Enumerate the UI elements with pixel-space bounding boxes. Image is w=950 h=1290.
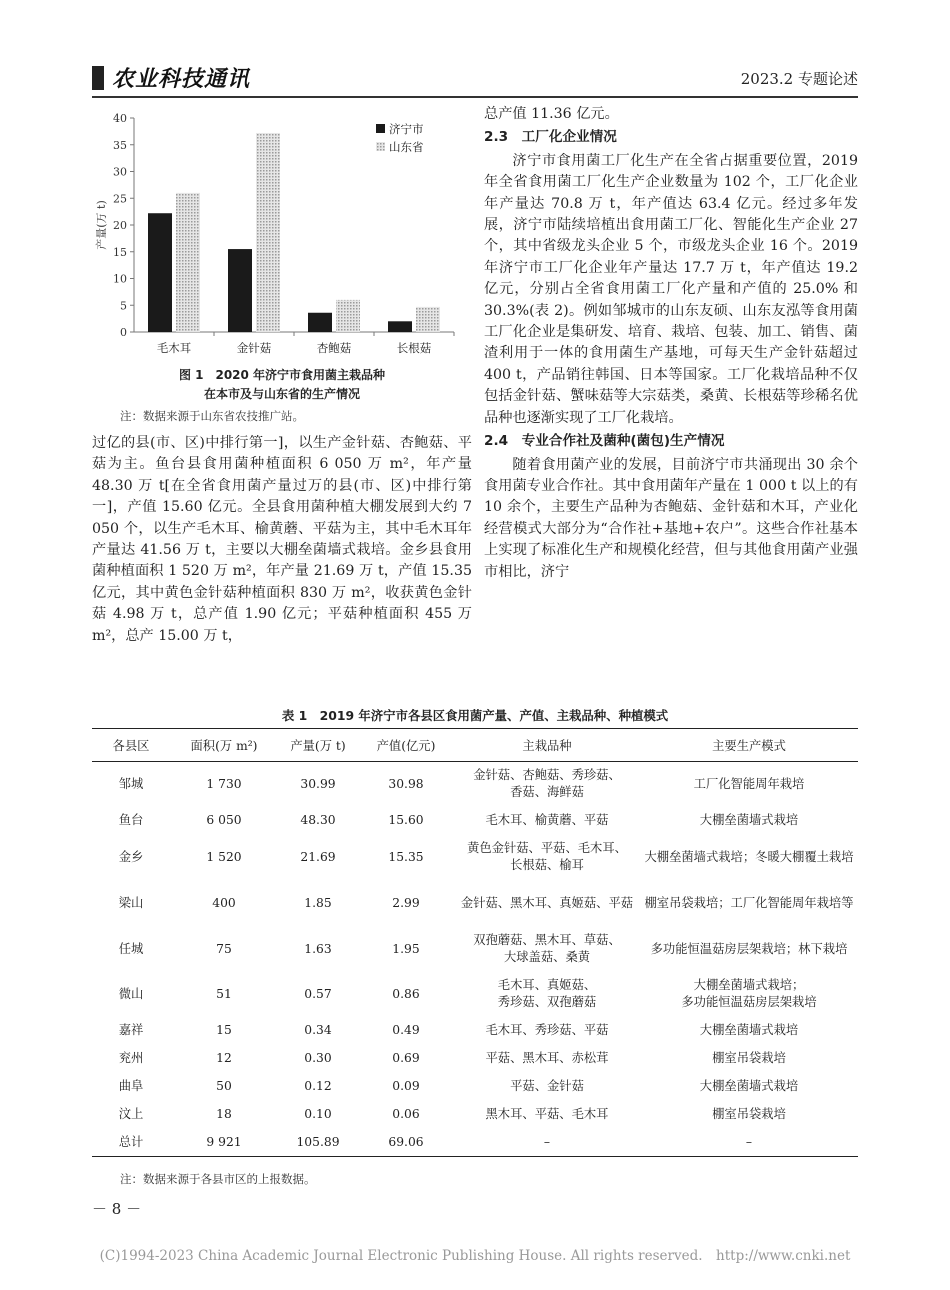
y-tick-label: 15 bbox=[113, 245, 127, 259]
figure-caption-line2: 在本市及与山东省的生产情况 bbox=[203, 387, 360, 401]
table-header-row bbox=[92, 729, 858, 762]
cell-mode: 多功能恒温菇房层架栽培；林下栽培 bbox=[650, 941, 848, 956]
bar-jining-0 bbox=[148, 213, 172, 332]
cell-value: 2.99 bbox=[392, 895, 420, 910]
cell-area: 51 bbox=[216, 986, 232, 1001]
right-paragraph-0: 总产值 11.36 亿元。 bbox=[484, 106, 619, 122]
cell-region: 金乡 bbox=[118, 849, 144, 864]
cell-varieties: 金针菇、杏鲍菇、秀珍菇、 香菇、海鲜菇 bbox=[473, 768, 621, 800]
cell-area: 12 bbox=[216, 1051, 232, 1065]
table-row bbox=[92, 972, 858, 1017]
cell-value: 0.09 bbox=[392, 1079, 420, 1093]
cell-varieties: – bbox=[454, 1129, 640, 1157]
data-table bbox=[92, 728, 858, 1157]
cell-area: 75 bbox=[216, 941, 232, 956]
cell-value: 15.60 bbox=[388, 813, 424, 827]
cell-output: 21.69 bbox=[300, 849, 336, 864]
table-row bbox=[92, 1017, 858, 1045]
cell-output: 1.85 bbox=[304, 895, 332, 910]
figure-caption-line1: 图 1 2020 年济宁市食用菌主栽品种 bbox=[178, 368, 386, 382]
cell-area: 6 050 bbox=[206, 813, 242, 827]
table-row bbox=[92, 1073, 858, 1101]
bar-chart bbox=[92, 104, 472, 366]
bar-jining-3 bbox=[388, 321, 412, 332]
y-axis-label: 产量(万 t) bbox=[95, 200, 108, 250]
legend-swatch-0 bbox=[376, 124, 385, 133]
cell-output: 0.12 bbox=[304, 1079, 332, 1093]
cell-varieties: 双孢蘑菇、黑木耳、草菇、 大球盖菇、桑黄 bbox=[473, 933, 621, 964]
cell-value: 1.95 bbox=[392, 941, 420, 956]
legend-swatch-1 bbox=[376, 142, 385, 151]
cell-region: 汶上 bbox=[118, 1107, 144, 1121]
cell-value: 0.69 bbox=[392, 1051, 420, 1065]
cell-output: 48.30 bbox=[300, 813, 336, 827]
table-title: 表 1 2019 年济宁市各县区食用菌产量、产值、主栽品种、种植模式 bbox=[281, 708, 669, 723]
cell-output: 105.89 bbox=[278, 1129, 358, 1157]
cell-value: 0.49 bbox=[392, 1023, 420, 1037]
table-row bbox=[92, 927, 858, 972]
bar-shandong-1 bbox=[256, 133, 280, 332]
figure-1 bbox=[92, 104, 472, 366]
col-header-region: 各县区 bbox=[92, 729, 170, 762]
cell-mode: 工厂化智能周年栽培 bbox=[693, 776, 805, 791]
cell-region: 曲阜 bbox=[118, 1079, 144, 1093]
right-paragraph-1: 济宁市食用菌工厂化生产在全省占据重要位置，2019 年全省食用菌工厂化生产企业数量为 102 个，工厂化企业年产量达 70.8 万 t，年产值达 63.4 亿元。经过多年发展，济宁市陆续培植出食用菌工厂化、智能化生产企业 27 个，其中省级龙头企业 5 个，市级龙头企业 16 个。2019 年济宁市工厂化企业年产量达 17.7 万 t，年产值达 19.2 亿元，分别占全省食用菌工厂化产量和产值的 25.0% 和 30.3%(表 2)。例如邹城市的山东友硕、山东友泓等食用菌工厂化企业是集研发、培育、栽培、包装、加工、销售、菌渣利用于一体的食用菌生产基地，可每天生产金针菇超过 400 t，产品销往韩国、日本等国家。工厂化栽培品种不仅包括金针菇、蟹味菇等大宗菇类，桑黄、长根菇等珍稀名优品种也逐渐实现了工厂化栽培。 bbox=[484, 152, 858, 426]
x-tick-label: 毛木耳 bbox=[156, 341, 192, 355]
cell-varieties: 平菇、黑木耳、赤松茸 bbox=[485, 1051, 609, 1065]
x-tick-label: 长根菇 bbox=[396, 341, 432, 355]
cell-area: 9 921 bbox=[170, 1129, 278, 1157]
cell-output: 0.57 bbox=[304, 986, 332, 1001]
y-tick-label: 40 bbox=[113, 112, 127, 125]
cell-value: 0.06 bbox=[392, 1107, 420, 1121]
left-column bbox=[92, 433, 472, 647]
col-header-varieties: 主栽品种 bbox=[454, 729, 640, 762]
col-header-output: 产量(万 t) bbox=[278, 729, 358, 762]
cell-region: 兖州 bbox=[118, 1051, 144, 1065]
page-number: － 8 － bbox=[92, 1200, 142, 1218]
cell-region: 鱼台 bbox=[118, 813, 144, 827]
x-tick-label: 杏鲍菇 bbox=[316, 341, 352, 355]
bar-shandong-2 bbox=[336, 300, 360, 332]
cell-region: 嘉祥 bbox=[118, 1023, 144, 1037]
table-note: 注：数据来源于各县市区的上报数据。 bbox=[120, 1172, 316, 1186]
cell-area: 50 bbox=[216, 1079, 232, 1093]
table-row bbox=[92, 1101, 858, 1129]
cell-output: 30.99 bbox=[300, 776, 336, 791]
cell-value: 0.86 bbox=[392, 986, 420, 1001]
cell-varieties: 毛木耳、秀珍菇、平菇 bbox=[485, 1023, 609, 1037]
y-tick-label: 30 bbox=[113, 165, 127, 179]
cell-region: 梁山 bbox=[118, 895, 144, 910]
issue-label: 2023.2 专题论述 bbox=[740, 70, 858, 88]
bar-shandong-3 bbox=[416, 307, 440, 332]
bar-jining-1 bbox=[228, 249, 252, 332]
section-heading-2-4: 2.4 专业合作社及菌种(菌包)生产情况 bbox=[484, 433, 725, 450]
table-row bbox=[92, 1045, 858, 1073]
cell-region: 总计 bbox=[92, 1129, 170, 1157]
legend-label-0: 济宁市 bbox=[389, 122, 424, 136]
cell-output: 1.63 bbox=[304, 941, 332, 956]
cell-mode: 棚室吊袋栽培 bbox=[712, 1051, 786, 1065]
cell-value: 69.06 bbox=[358, 1129, 454, 1157]
table-row bbox=[92, 762, 858, 807]
cell-mode: 大棚垒菌墙式栽培 bbox=[699, 1023, 799, 1037]
y-tick-label: 5 bbox=[120, 299, 127, 313]
y-tick-label: 25 bbox=[113, 192, 127, 206]
table-row bbox=[92, 880, 858, 927]
cell-area: 15 bbox=[216, 1023, 232, 1037]
cell-region: 邹城 bbox=[118, 776, 144, 791]
col-header-value: 产值(亿元) bbox=[358, 729, 454, 762]
cell-varieties: 金针菇、黑木耳、真姬菇、平菇 bbox=[460, 895, 634, 910]
cell-varieties: 黑木耳、平菇、毛木耳 bbox=[485, 1107, 609, 1121]
cell-mode: 大棚垒菌墙式栽培 bbox=[699, 813, 799, 827]
cell-value: 30.98 bbox=[388, 776, 424, 791]
cell-mode: 大棚垒菌墙式栽培 bbox=[699, 1079, 799, 1093]
right-paragraph-2: 随着食用菌产业的发展，目前济宁市共涌现出 30 余个食用菌专业合作社。其中食用菌年产量在 1 000 t 以上的有 10 余个，主要生产品种为杏鲍菇、金针菇和木耳，产业化经营模式大部分为“合作社+基地+农户”。这些合作社基本上实现了标准化生产和规模化经营，但与其他食用菌产业强市相比，济宁 bbox=[484, 456, 858, 580]
table-row bbox=[92, 835, 858, 880]
col-header-mode: 主要生产模式 bbox=[640, 729, 858, 762]
bar-jining-2 bbox=[308, 313, 332, 332]
col-header-area: 面积(万 m²) bbox=[170, 729, 278, 762]
right-column bbox=[484, 104, 858, 583]
section-heading-2-3: 2.3 工厂化企业情况 bbox=[484, 129, 617, 146]
y-tick-label: 35 bbox=[113, 138, 127, 152]
y-tick-label: 10 bbox=[113, 272, 127, 286]
cell-mode: 棚室吊袋栽培 bbox=[712, 1107, 786, 1121]
cell-region: 任城 bbox=[118, 941, 144, 956]
copyright-line: (C)1994-2023 China Academic Journal Electronic Publishing House. All rights reserved. http://www.cnki.net bbox=[99, 1248, 851, 1264]
legend-label-1: 山东省 bbox=[389, 140, 424, 154]
table-row bbox=[92, 1129, 858, 1157]
cell-value: 15.35 bbox=[388, 849, 424, 864]
cell-output: 0.10 bbox=[304, 1107, 332, 1121]
cell-area: 18 bbox=[216, 1107, 232, 1121]
cell-area: 1 730 bbox=[206, 776, 242, 791]
left-paragraph: 过亿的县(市、区)中排行第一]，以生产金针菇、杏鲍菇、平菇为主。鱼台县食用菌种植面积 6 050 万 m²，年产量 48.30 万 t[在全省食用菌产量过万的县(市、区)中排行第一]，产值 15.60 亿元。全县食用菌种植大棚发展到大约 7 050 个，以生产毛木耳、榆黄蘑、平菇为主，其中毛木耳年产量达 41.56 万 t，主要以大棚垒菌墙式栽培。金乡县食用菌种植面积 1 520 万 m²，年产量 21.69 万 t，产值 15.35 亿元，其中黄色金针菇种植面积 830 万 m²，收获黄色金针菇 4.98 万 t，总产值 1.90 亿元；平菇种植面积 455 万 m²，总产 15.00 万 t， bbox=[92, 435, 472, 644]
cell-mode: 棚室吊袋栽培；工厂化智能周年栽培等 bbox=[644, 895, 854, 910]
table-row bbox=[92, 807, 858, 835]
bar-shandong-0 bbox=[176, 193, 200, 332]
cell-mode: 大棚垒菌墙式栽培； 多功能恒温菇房层架栽培 bbox=[681, 978, 817, 1009]
cell-area: 400 bbox=[212, 895, 236, 910]
cell-varieties: 黄色金针菇、平菇、毛木耳、 长根菇、榆耳 bbox=[467, 841, 627, 872]
cell-output: 0.34 bbox=[304, 1023, 332, 1037]
cell-output: 0.30 bbox=[304, 1051, 332, 1065]
journal-logo: 农业科技通讯 bbox=[112, 67, 251, 92]
cell-varieties: 平菇、金针菇 bbox=[510, 1079, 584, 1093]
cell-area: 1 520 bbox=[206, 849, 242, 864]
cell-mode: – bbox=[640, 1129, 858, 1157]
x-tick-label: 金针菇 bbox=[236, 341, 272, 355]
header-rule bbox=[92, 96, 858, 98]
y-tick-label: 0 bbox=[120, 326, 127, 339]
cell-region: 微山 bbox=[118, 986, 144, 1001]
header-mark bbox=[92, 66, 104, 90]
cell-varieties: 毛木耳、榆黄蘑、平菇 bbox=[485, 813, 609, 827]
y-tick-label: 20 bbox=[113, 219, 127, 232]
figure-note: 注：数据来源于山东省农技推广站。 bbox=[120, 409, 304, 423]
cell-mode: 大棚垒菌墙式栽培；冬暖大棚覆土栽培 bbox=[644, 849, 854, 864]
cell-varieties: 毛木耳、真姬菇、 秀珍菇、双孢蘑菇 bbox=[497, 978, 597, 1009]
